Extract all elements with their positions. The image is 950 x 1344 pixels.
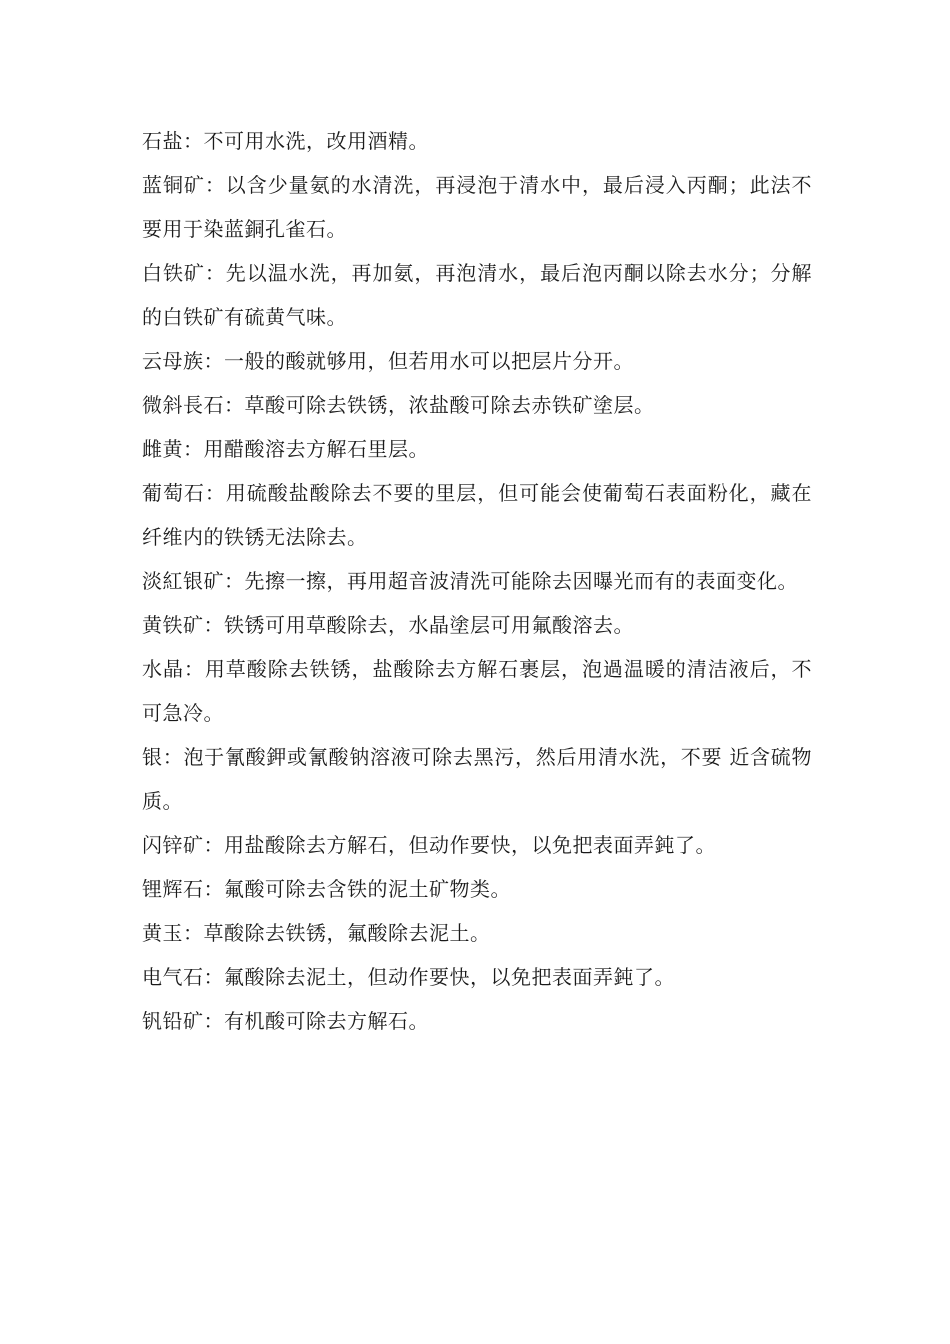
entry-azurite: 蓝铜矿：以含少量氨的水清洗，再浸泡于清水中，最后浸入丙酮；此法不要用于染蓝銅孔雀石。 <box>142 173 812 241</box>
entry-halite: 石盐：不可用水洗，改用酒精。 <box>142 129 429 153</box>
entry-pyrite: 黄铁矿：铁锈可用草酸除去，水晶塗层可用氟酸溶去。 <box>142 613 634 637</box>
document-body <box>142 119 812 1043</box>
entry-vanadinite: 钒铅矿：有机酸可除去方解石。 <box>142 1009 429 1033</box>
entry-quartz: 水晶：用草酸除去铁锈，盐酸除去方解石裹层，泡過温暖的清洁液后，不可急冷。 <box>142 657 812 725</box>
entry-topaz: 黄玉：草酸除去铁锈，氟酸除去泥土。 <box>142 921 491 945</box>
entry-prehnite: 葡萄石：用硫酸盐酸除去不要的里层，但可能会使葡萄石表面粉化，藏在纤维内的铁锈无法除去。 <box>142 481 812 549</box>
entry-spodumene: 锂辉石：氟酸可除去含铁的泥土矿物类。 <box>142 877 511 901</box>
entry-silver: 银：泡于氰酸鉀或氰酸钠溶液可除去黑污，然后用清水洗，不要 近含硫物质。 <box>142 745 812 813</box>
entry-marcasite: 白铁矿：先以温水洗，再加氨，再泡清水，最后泡丙酮以除去水分；分解的白铁矿有硫黄气味。 <box>142 261 812 329</box>
entry-proustite: 淡紅银矿：先擦一擦，再用超音波清洗可能除去因曝光而有的表面变化。 <box>142 569 798 593</box>
entry-mica: 云母族：一般的酸就够用，但若用水可以把层片分开。 <box>142 349 634 373</box>
entry-sphalerite: 闪锌矿：用盐酸除去方解石，但动作要快，以免把表面弄鈍了。 <box>142 833 716 857</box>
entry-microcline: 微斜長石：草酸可除去铁锈，浓盐酸可除去赤铁矿塗层。 <box>142 393 655 417</box>
entry-tourmaline: 电气石：氟酸除去泥土，但动作要快，以免把表面弄鈍了。 <box>142 965 675 989</box>
entry-orpiment: 雌黄：用醋酸溶去方解石里层。 <box>142 437 429 461</box>
